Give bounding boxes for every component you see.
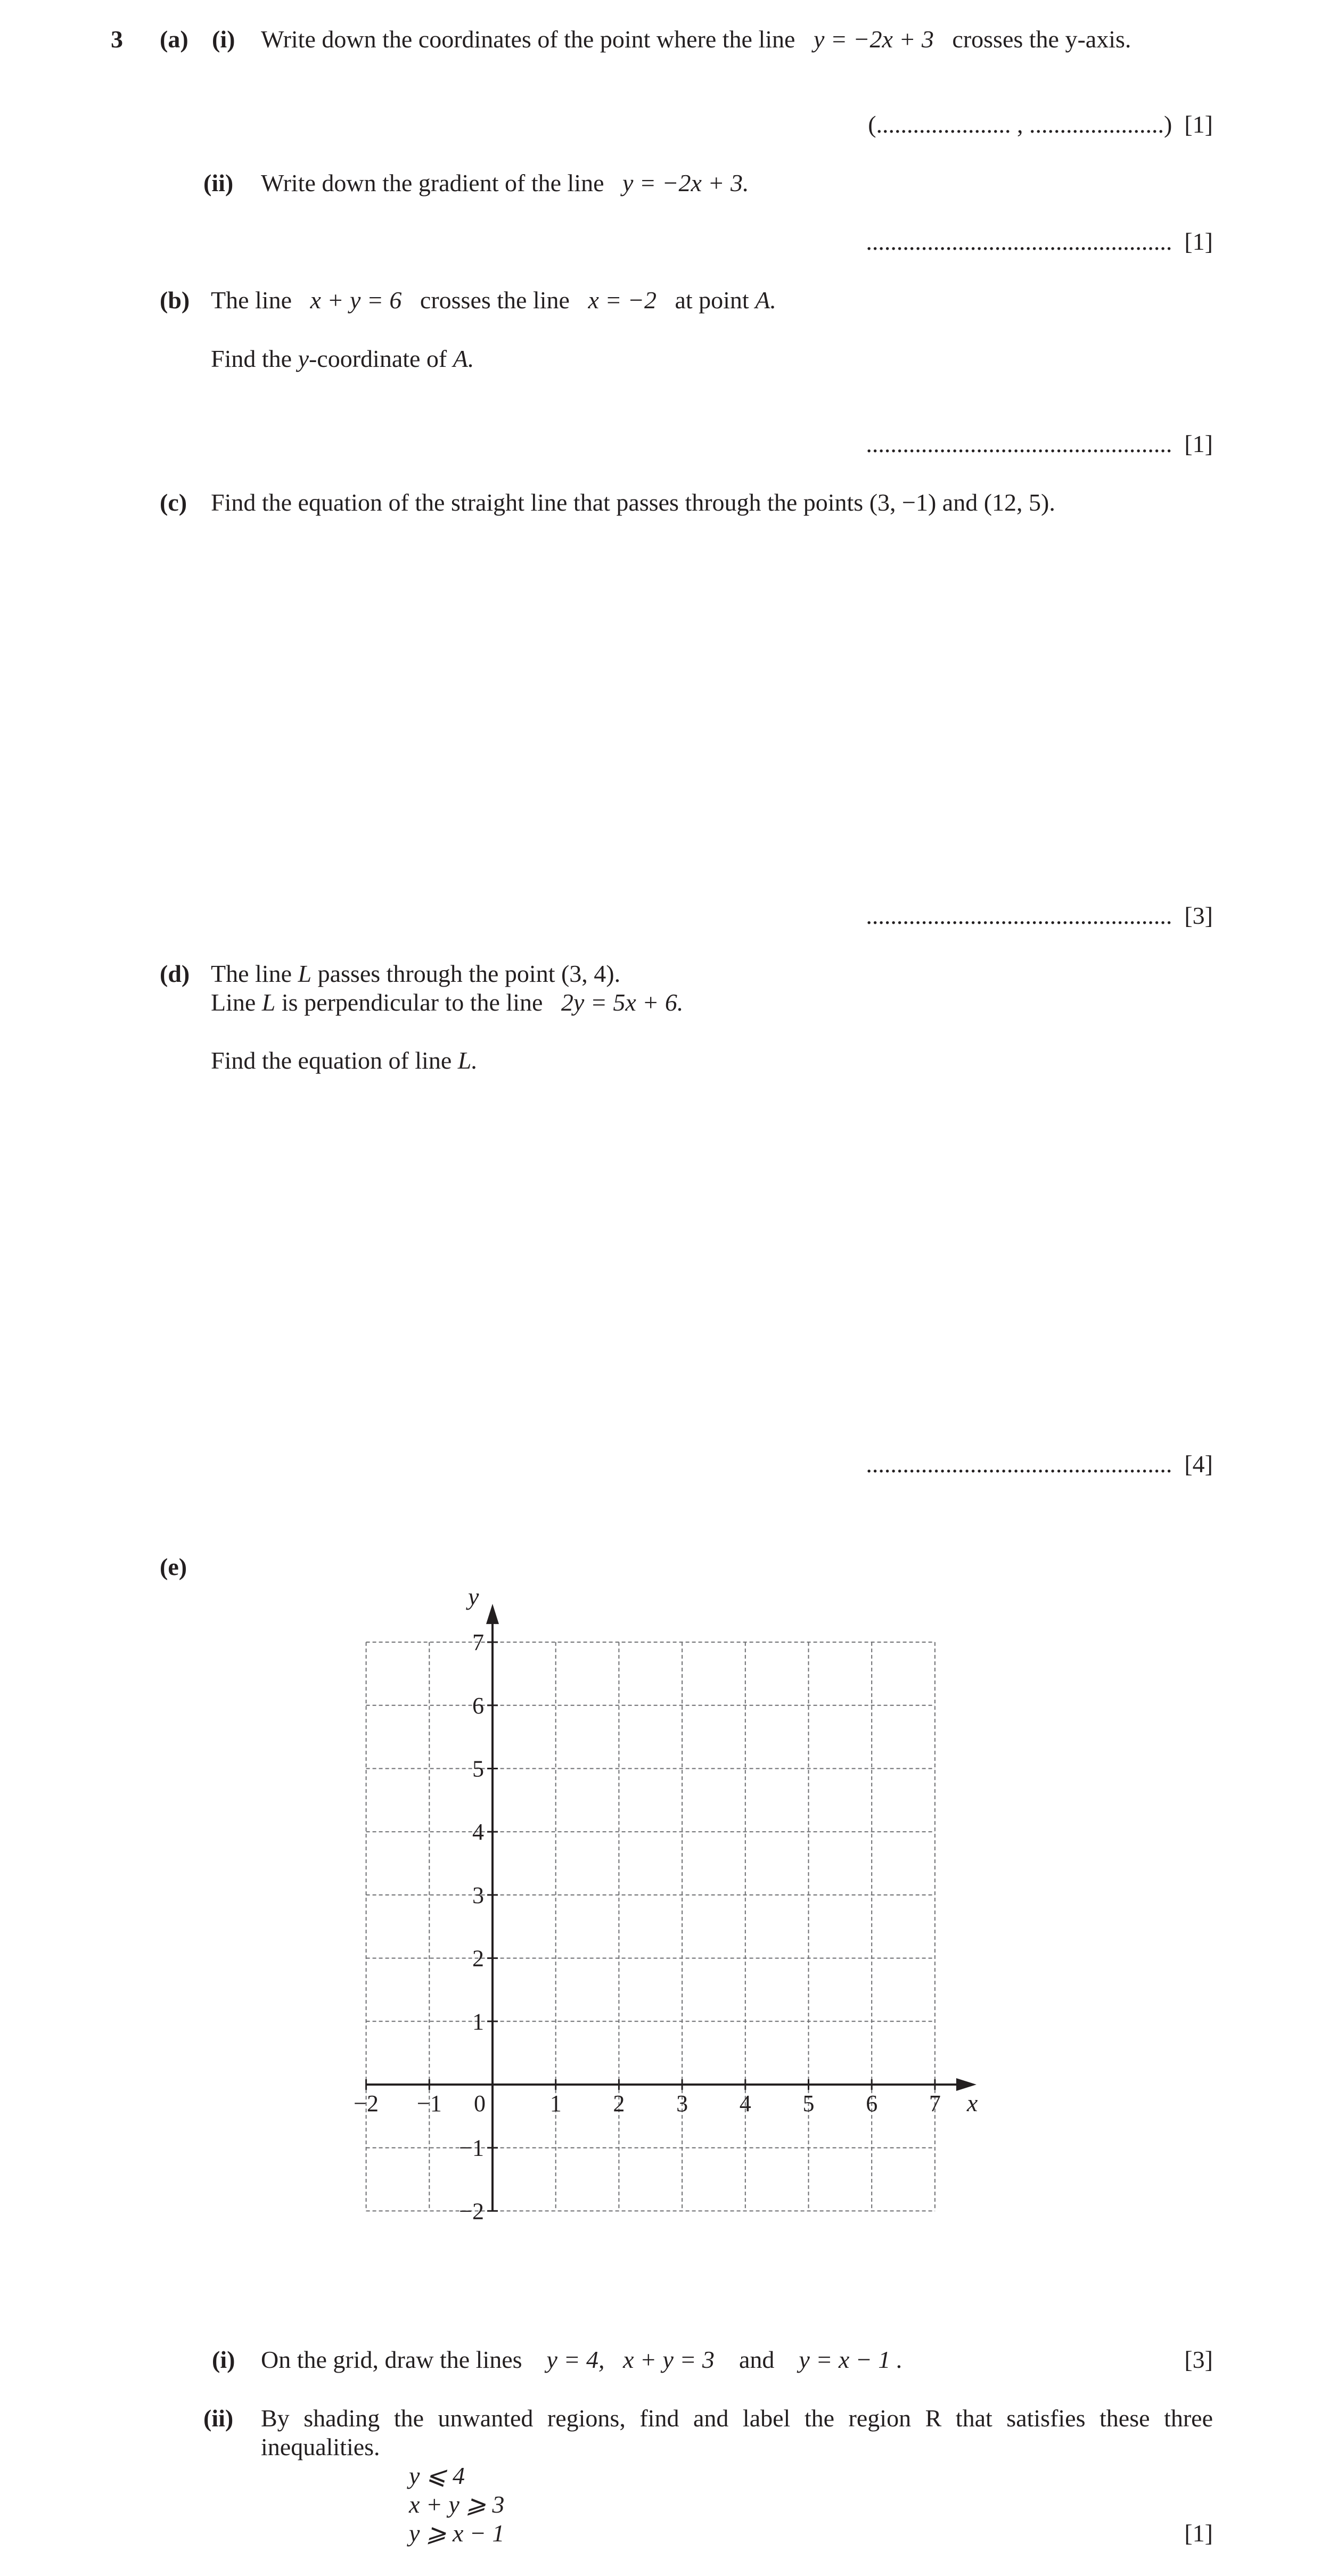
part-d-line-2 — [211, 989, 683, 1017]
part-a-ii-equation: y = −2x + 3. — [622, 169, 749, 196]
part-e-i-eq1: y = 4, — [546, 2346, 605, 2373]
part-b-instruction-after: -coordinate of — [308, 345, 447, 372]
part-e-i-question — [261, 2346, 902, 2374]
y-axis-label: y — [468, 1583, 479, 1611]
part-b-answer-line[interactable]: .................................................. — [866, 430, 1172, 457]
question-number: 3 — [111, 26, 123, 53]
axis-ticks — [366, 1642, 935, 2211]
part-b-text-3: at point — [675, 286, 749, 314]
part-c-question: Find the equation of the straight line that passes through the points (3, −1) and (12, 5). — [211, 489, 1055, 516]
inequality-3: y ⩾ x − 1 — [409, 2520, 505, 2547]
x-tick-label: 5 — [802, 2090, 815, 2116]
part-e-i-marks: [3] — [1184, 2346, 1213, 2373]
part-e-label: (e) — [160, 1553, 187, 1580]
coordinate-grid[interactable] — [319, 1571, 1012, 2220]
part-c-marks: [3] — [1184, 902, 1213, 929]
part-e-i-eq3: y = x − 1 . — [799, 2346, 903, 2373]
part-d-line1-var: L — [298, 960, 312, 987]
part-a-i-marks: [1] — [1184, 111, 1213, 138]
part-e-i-text: On the grid, draw the lines — [261, 2346, 522, 2373]
x-tick-label: −2 — [354, 2090, 379, 2116]
part-b-question — [211, 286, 776, 315]
y-tick-label: 6 — [472, 1692, 484, 1719]
y-tick-label: 4 — [472, 1819, 484, 1845]
x-axis-label: x — [966, 2089, 978, 2116]
x-tick-label: 2 — [613, 2090, 625, 2116]
part-a-i-answer-line[interactable]: (...................... , ......................) — [868, 111, 1172, 138]
part-e-i-and: and — [739, 2346, 775, 2373]
part-d-line2-middle: is perpendicular to the line — [281, 989, 543, 1016]
part-b-label: (b) — [160, 286, 190, 314]
part-b-instruction-before: Find the — [211, 345, 292, 372]
y-axis-arrowhead — [486, 1604, 499, 1624]
part-e-i-eq2: x + y = 3 — [623, 2346, 715, 2373]
part-e-i-label: (i) — [212, 2346, 235, 2373]
x-tick-label: −1 — [416, 2090, 442, 2116]
part-d-instruction-before: Find the equation of line — [211, 1047, 452, 1074]
part-d-line1-before: The line — [211, 960, 292, 987]
part-a-i-text-after: crosses the y-axis. — [952, 26, 1131, 53]
inequality-2: x + y ⩾ 3 — [409, 2491, 505, 2518]
part-e-ii-text-line-1: By shading the unwanted regions, find and label the region R that satisfies these three — [261, 2405, 1213, 2432]
part-d-answer-line[interactable]: .................................................. — [866, 1450, 1172, 1478]
part-a-ii-answer-line[interactable]: .................................................. — [866, 228, 1172, 255]
part-d-line2-before: Line — [211, 989, 256, 1016]
part-a-ii-answer-row — [866, 228, 1213, 256]
y-tick-label: −2 — [459, 2198, 484, 2220]
y-tick-label: 1 — [472, 2008, 484, 2035]
part-b-equation-2: x = −2 — [588, 286, 657, 314]
part-a-i-question — [261, 26, 1131, 54]
part-a-ii-label: (ii) — [203, 169, 234, 196]
x-tick-label: 3 — [676, 2090, 688, 2116]
y-tick-label: 7 — [472, 1629, 484, 1656]
part-b-instruction-var: y — [298, 345, 309, 372]
part-c-answer-row — [866, 902, 1213, 930]
x-tick-label: 7 — [929, 2090, 941, 2116]
part-a-i-label: (i) — [212, 26, 235, 53]
y-tick-label: 2 — [472, 1945, 484, 1972]
part-a-ii-question — [261, 169, 749, 198]
part-a-i-equation: y = −2x + 3 — [813, 26, 934, 53]
part-b-instruction — [211, 345, 474, 373]
y-tick-label: 3 — [472, 1882, 484, 1908]
part-b-instruction-point: A. — [453, 345, 474, 372]
part-d-label: (d) — [160, 960, 190, 987]
x-tick-label: 4 — [739, 2090, 751, 2116]
part-b-marks: [1] — [1184, 430, 1213, 457]
part-d-line2-equation: 2y = 5x + 6. — [561, 989, 684, 1016]
part-a-ii-marks: [1] — [1184, 228, 1213, 255]
part-b-equation-1: x + y = 6 — [310, 286, 402, 314]
x-tick-label: 6 — [866, 2090, 878, 2116]
axis-tick-labels — [354, 1629, 941, 2220]
part-c-answer-line[interactable]: .................................................. — [866, 902, 1172, 929]
part-e-ii-marks: [1] — [1184, 2520, 1213, 2547]
y-tick-label: 5 — [472, 1755, 484, 1782]
grid-lines — [366, 1642, 935, 2211]
part-d-line2-var: L — [261, 989, 276, 1016]
part-b-answer-row — [866, 430, 1213, 458]
part-a-i-text: Write down the coordinates of the point where the line — [261, 26, 795, 53]
part-e-ii-text-line-2: inequalities. — [261, 2433, 380, 2460]
part-d-line1-after: passes through the point (3, 4). — [317, 960, 621, 987]
part-d-answer-row — [866, 1450, 1213, 1479]
part-d-line-1 — [211, 960, 620, 988]
part-d-instruction — [211, 1047, 478, 1075]
axes — [366, 1604, 977, 2211]
part-d-marks: [4] — [1184, 1450, 1213, 1478]
part-a-label: (a) — [160, 26, 188, 53]
part-b-text-2: crosses the line — [420, 286, 570, 314]
part-e-ii-label: (ii) — [203, 2405, 234, 2432]
part-a-ii-text: Write down the gradient of the line — [261, 169, 604, 196]
part-a-i-answer-row — [868, 111, 1213, 139]
x-tick-label: 1 — [549, 2090, 562, 2116]
part-d-instruction-var: L. — [457, 1047, 478, 1074]
y-tick-label: −1 — [459, 2135, 484, 2161]
inequality-1: y ⩽ 4 — [409, 2462, 465, 2489]
origin-label: 0 — [474, 2090, 486, 2116]
part-b-text-1: The line — [211, 286, 292, 314]
part-b-point: A. — [755, 286, 776, 314]
part-c-label: (c) — [160, 489, 187, 516]
